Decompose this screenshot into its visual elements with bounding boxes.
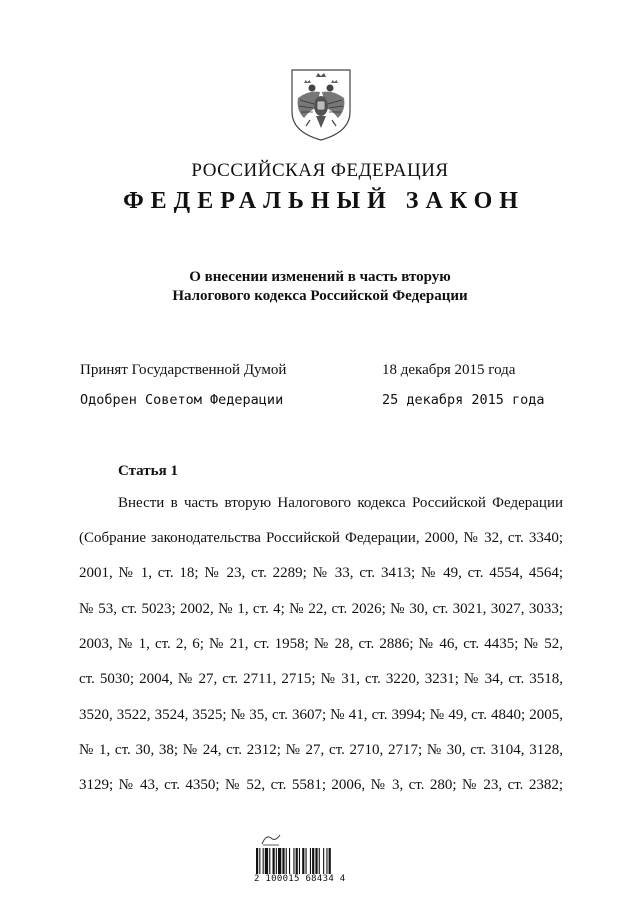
article-text-line: (Собрание законодательства Российской Федерации, 2000, № 32, ст. 3340;: [79, 530, 563, 546]
law-title-line-1: О внесении изменений в часть вторую: [189, 269, 451, 285]
article-text-line: № 53, ст. 5023; 2002, № 1, ст. 4; № 22, ст. 2026; № 30, ст. 3021, 3027, 3033;: [79, 601, 563, 617]
article-text-line: Внести в часть вторую Налогового кодекса Российской Федерации: [118, 495, 563, 511]
country-name: РОССИЙСКАЯ ФЕДЕРАЦИЯ: [191, 160, 449, 181]
duma-adoption-row: [80, 362, 550, 382]
article-text-line: 3129; № 43, ст. 4350; № 52, ст. 5581; 2006, № 3, ст. 280; № 23, ст. 2382;: [79, 777, 563, 793]
council-approval-label: Одобрен Советом Федерации: [80, 392, 284, 408]
council-approval-row: [80, 392, 550, 412]
article-text-line: № 1, ст. 30, 38; № 24, ст. 2312; № 27, ст. 2710, 2717; № 30, ст. 3104, 3128,: [79, 742, 563, 758]
russian-coat-of-arms-icon: [286, 66, 356, 142]
council-approval-date: 25 декабря 2015 года: [382, 392, 545, 408]
law-type-heading: ФЕДЕРАЛЬНЫЙ ЗАКОН: [123, 188, 525, 214]
stamp-mark-icon: [260, 832, 282, 846]
law-title-line-2: Налогового кодекса Российской Федерации: [172, 288, 468, 304]
article-text-line: 2001, № 1, ст. 18; № 23, ст. 2289; № 33, ст. 3413; № 49, ст. 4554, 4564;: [79, 565, 563, 581]
duma-adoption-label: Принят Государственной Думой: [80, 362, 287, 378]
article-title: Статья 1: [118, 463, 178, 479]
article-text-line: ст. 5030; 2004, № 27, ст. 2711, 2715; № 31, ст. 3220, 3231; № 34, ст. 3518,: [79, 671, 563, 687]
article-text-line: 3520, 3522, 3524, 3525; № 35, ст. 3607; № 41, ст. 3994; № 49, ст. 4840; 2005,: [79, 707, 563, 723]
barcode: [246, 832, 366, 890]
duma-adoption-date: 18 декабря 2015 года: [382, 362, 516, 378]
barcode-number: 2 100015 68434 4: [254, 874, 346, 884]
article-text-line: 2003, № 1, ст. 2, 6; № 21, ст. 1958; № 28, ст. 2886; № 46, ст. 4435; № 52,: [79, 636, 563, 652]
barcode-icon: [256, 848, 356, 874]
law-title: [0, 268, 640, 306]
